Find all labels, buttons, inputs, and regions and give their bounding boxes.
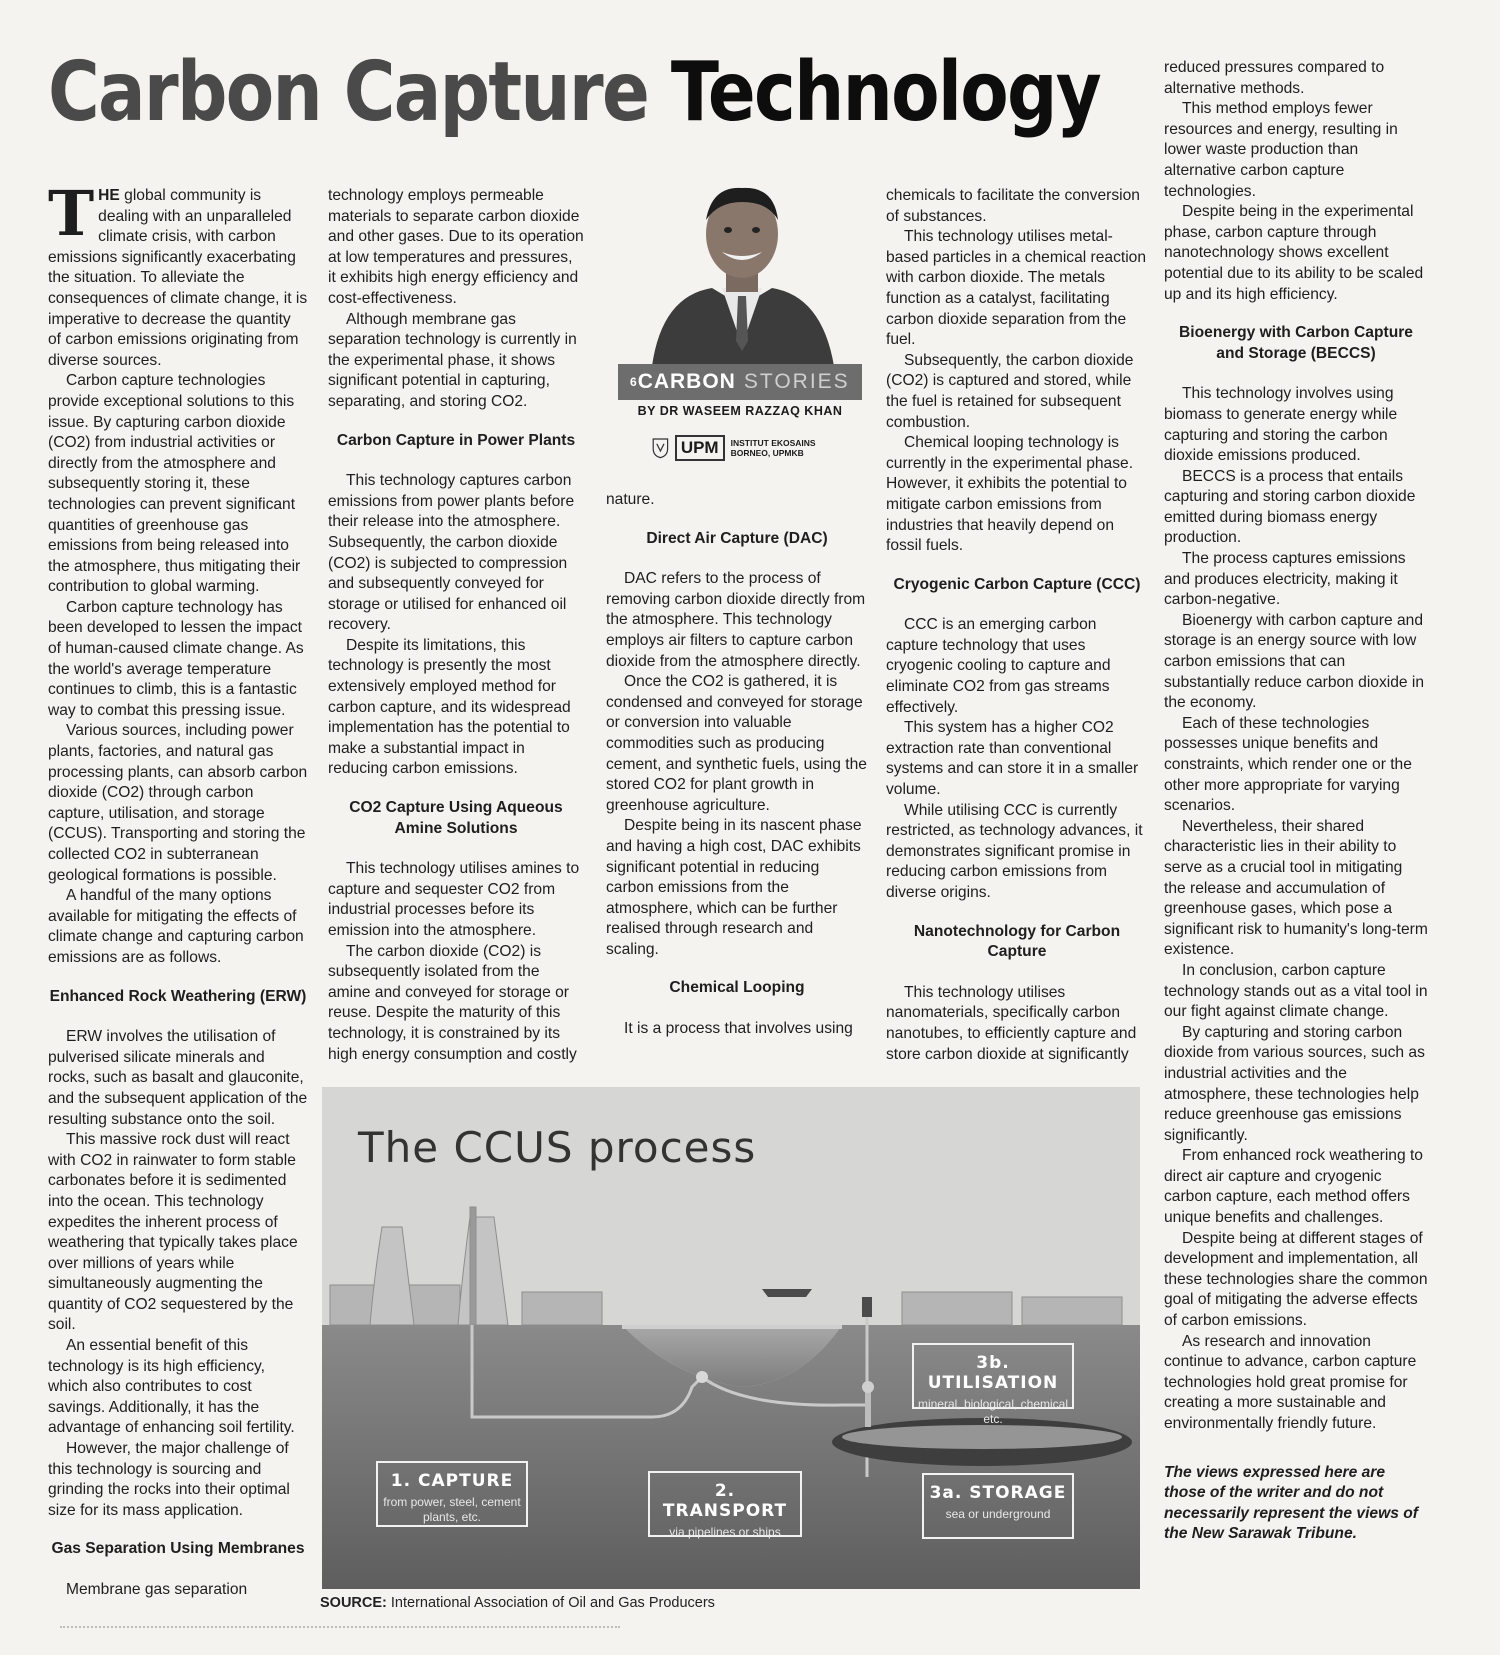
byline: BY DR WASEEM RAZZAQ KHAN [637, 404, 843, 418]
paragraph: From enhanced rock weathering to direct air capture and cryogenic carbon capture, each method offers unique benefits and challenges. [1164, 1147, 1423, 1227]
source-text: International Association of Oil and Gas Producers [390, 1595, 715, 1611]
step-transport [648, 1471, 802, 1537]
paragraph: Once the CO2 is gathered, it is condensed and conveyed for storage or conversion into valuable commodities such as producing cement, and synthetic fuels, using the stored CO2 for plant growth in greenhouse agriculture. [606, 673, 867, 814]
paragraph: This technology involves using biomass to generate energy while capturing and storing the carbon dioxide emissions produced. [1164, 385, 1398, 465]
author-portrait [642, 176, 842, 366]
paragraph: Nevertheless, their shared characteristic lies in their ability to serve as a crucial tool in mitigating the release and accumulation of greenhouse gases, which pose a significant risk to humanity's long-term existence. [1164, 817, 1428, 959]
paragraph: BECCS is a process that entails capturing and storing carbon dioxide emitted during biomass energy production. [1164, 467, 1416, 547]
paragraph: Membrane gas separation [66, 1581, 248, 1598]
step-title: 2. TRANSPORT [662, 1481, 788, 1521]
article-column-2 [328, 186, 584, 1065]
ship-icon [762, 1289, 812, 1297]
subheading: Enhanced Rock Weathering (ERW) [49, 987, 307, 1005]
article-column-3 [606, 490, 868, 1040]
paragraph: This system has a higher CO2 extraction rate than conventional systems and can store it in a smaller volume. [886, 719, 1139, 799]
paragraph: Subsequently, the carbon dioxide (CO2) is captured and stored, while the fuel is retained for subsequent combustion. [886, 351, 1134, 431]
author-box [612, 176, 864, 472]
subheading: Carbon Capture in Power Plants [336, 431, 576, 449]
subheading: Nanotechnology for Carbon Capture [913, 922, 1121, 961]
step-subtitle: mineral, biological, chemical etc. [917, 1397, 1069, 1426]
subheading: CO2 Capture Using Aqueous Amine Solutions [349, 799, 563, 837]
figure-source [320, 1595, 715, 1611]
drop-cap: T [48, 177, 95, 250]
paragraph: This method employs fewer resources and energy, resulting in lower waste production than alternative carbon capture technologies. [1164, 100, 1398, 200]
paragraph: In conclusion, carbon capture technology stands out as a vital tool in our fight against climate change. [1164, 961, 1428, 1021]
institute-name: INSTITUT EKOSAINS BORNEO, UPMKB [730, 438, 816, 458]
paragraph: global community is dealing with an unparalleled climate crisis, with carbon emissions significantly exacerbating the situation. To alleviate the consequences of climate change, it is imperative to decrease the quantity of carbon emissions originating from diverse sources. [48, 187, 308, 369]
paragraph: CCC is an emerging carbon capture technology that uses cryogenic cooling to capture and eliminate CO2 from gas streams effectively. [886, 616, 1111, 716]
step-title: 3a. STORAGE [929, 1483, 1067, 1503]
step-subtitle: from power, steel, cement plants, etc. [383, 1495, 521, 1524]
paragraph: Each of these technologies possesses unique benefits and constraints, which render one or the other more appropriate for varying scenarios. [1164, 714, 1412, 815]
paragraph: reduced pressures compared to alternative methods. [1164, 59, 1385, 97]
ccus-infographic [322, 1087, 1140, 1589]
series-subtitle: STORIES [743, 370, 850, 393]
paragraph: This technology utilises amines to capture and sequester CO2 from industrial processes before its emission into the atmosphere. [328, 860, 580, 939]
article-column-5 [1164, 58, 1428, 1545]
figure-title: The CCUS process [358, 1123, 757, 1172]
series-title: CARBON [637, 370, 736, 393]
paragraph: However, the major challenge of this technology is sourcing and grinding the rocks into their optimal size for its mass application. [48, 1440, 290, 1519]
subheading: Cryogenic Carbon Capture (CCC) [893, 575, 1141, 593]
paragraph: DAC refers to the process of removing carbon dioxide directly from the atmosphere. This technology employs air filters to capture carbon dioxide from the atmosphere directly. [606, 570, 866, 670]
step-title: 1. CAPTURE [390, 1471, 514, 1491]
paragraph: By capturing and storing carbon dioxide from various sources, such as industrial activities and the atmosphere, these technologies help reduce greenhouse gas emissions significantly. [1164, 1023, 1425, 1144]
institution-logos [652, 426, 827, 470]
paragraph: Although membrane gas separation technology is currently in the experimental phase, it shows significant potential in capturing, separating, and storing CO2. [328, 310, 577, 410]
paragraph: The process captures emissions and produces electricity, making it carbon-negative. [1164, 550, 1406, 609]
subheading: Gas Separation Using Membranes [51, 1540, 305, 1558]
series-number: 6 [630, 375, 638, 389]
paragraph: Chemical looping technology is currently in the experimental phase. However, it exhibits the potential to mitigate carbon emissions from industries that heavily depend on fossil fuels. [886, 434, 1134, 555]
article-column-4 [886, 186, 1148, 1065]
paragraph: While utilising CCC is currently restricted, as technology advances, it demonstrates significant promise in reducing carbon emissions from diverse origins. [886, 801, 1143, 901]
subheading: Chemical Looping [669, 979, 805, 997]
series-banner [618, 364, 862, 400]
paragraph: The carbon dioxide (CO2) is subsequently isolated from the amine and conveyed for storage or reuse. Despite the maturity of this technology, it is constrained by its high energy consumption and costly [328, 942, 577, 1063]
paragraph: This massive rock dust will react with CO2 in rainwater to form stable carbonates before it is sedimented into the ocean. This technology expedites the inherent process of weathering that typically takes place over millions of years while simultaneously augmenting the quantity of CO2 sequestered by the soil. [48, 1131, 298, 1334]
paragraph: An essential benefit of this technology is its high efficiency, which also contributes to cost savings. Additionally, it has the advantage of enhancing soil fertility. [48, 1337, 295, 1437]
step-subtitle: via pipelines or ships [669, 1525, 781, 1539]
dotted-divider [60, 1622, 620, 1628]
paragraph: As research and innovation continue to advance, carbon capture technologies hold great promise for creating a more sustainable and environmentally friendly future. [1164, 1332, 1417, 1432]
subheading: Bioenergy with Carbon Capture and Storage (BECCS) [1179, 324, 1413, 362]
paragraph: It is a process that involves using [624, 1020, 853, 1038]
disclaimer: The views expressed here are those of the writer and do not necessarily represent the views of the New Sarawak Tribune. [1164, 1463, 1418, 1543]
headline-part2: Technology [670, 45, 1101, 140]
paragraph: Various sources, including power plants, factories, and natural gas processing plants, can absorb carbon dioxide (CO2) through carbon capture, utilisation, and storage (CCUS). Transporting and storing the collected CO2 in subterranean geological formations is possible. [48, 722, 308, 884]
paragraph: This technology utilises metal-based particles in a chemical reaction with carbon dioxide. The metals function as a catalyst, facilitating carbon dioxide separation from the fuel. [886, 228, 1147, 349]
subheading: Direct Air Capture (DAC) [646, 529, 828, 547]
paragraph: nature. [606, 491, 655, 508]
paragraph: chemicals to facilitate the conversion of substances. [886, 187, 1140, 225]
upm-logo: UPM [675, 435, 725, 461]
paragraph: Despite being in the experimental phase, carbon capture through nanotechnology shows excellent potential due to its ability to be scaled up and its high efficiency. [1164, 203, 1424, 303]
paragraph: ERW involves the utilisation of pulverised silicate minerals and rocks, such as basalt and glauconite, and the subsequent application of the resulting substance onto the soil. [48, 1028, 308, 1128]
paragraph: Despite its limitations, this technology is presently the most extensively employed method for carbon capture, and its widespread implementation has the potential to make a substantial impact in reducing carbon emissions. [328, 636, 571, 778]
paragraph: This technology captures carbon emissions from power plants before their release into the atmosphere. Subsequently, the carbon dioxide (CO2) is subjected to compression and subsequently conveyed for storage or utilised for enhanced oil recovery. [328, 472, 575, 634]
headline-part1: Carbon Capture [48, 45, 649, 140]
paragraph: technology employs permeable materials to separate carbon dioxide and other gases. Due to its operation at low temperatures and pressures, it exhibits high energy efficiency and cost-effectiveness. [328, 187, 584, 307]
paragraph: Bioenergy with carbon capture and storage is an energy source with low carbon emissions that can substantially reduce carbon dioxide in the economy. [1164, 611, 1425, 712]
paragraph: Despite being at different stages of development and implementation, all these technologies share the common goal of mitigating the adverse effects of carbon emissions. [1164, 1229, 1428, 1330]
step-storage [922, 1473, 1074, 1539]
article-column-1 [48, 177, 308, 1601]
source-label: SOURCE: [320, 1595, 387, 1611]
step-title: 3b. UTILISATION [927, 1353, 1059, 1393]
paragraph: A handful of the many options available for mitigating the effects of climate change and capturing carbon emissions are as follows. [48, 887, 304, 966]
paragraph: Carbon capture technologies provide exceptional solutions to this issue. By capturing carbon dioxide (CO2) from industrial activities or directly from the atmosphere and subsequently storing it, these technologies can prevent significant quantities of greenhouse gas emissions from being released into the atmosphere, thus mitigating their contribution to global warming. [48, 372, 301, 596]
headline [48, 45, 1101, 140]
paragraph: This technology utilises nanomaterials, specifically carbon nanotubes, to efficiently capture and store carbon dioxide at significantly [886, 983, 1137, 1063]
university-crest-icon [652, 431, 669, 465]
paragraph: Despite being in its nascent phase and having a high cost, DAC exhibits significant potential in reducing carbon emissions from the atmosphere, which can be further realised through research and scaling. [606, 817, 862, 958]
opening-paragraph [48, 177, 308, 371]
step-subtitle: sea or underground [945, 1507, 1051, 1521]
paragraph: Carbon capture technology has been developed to lessen the impact of human-caused climate change. As the world's average temperature continues to climb, this is a fantastic way to combat this pressing issue. [48, 598, 304, 719]
lead-in: HE [98, 187, 120, 204]
step-capture [376, 1461, 528, 1527]
step-utilisation [912, 1343, 1074, 1426]
